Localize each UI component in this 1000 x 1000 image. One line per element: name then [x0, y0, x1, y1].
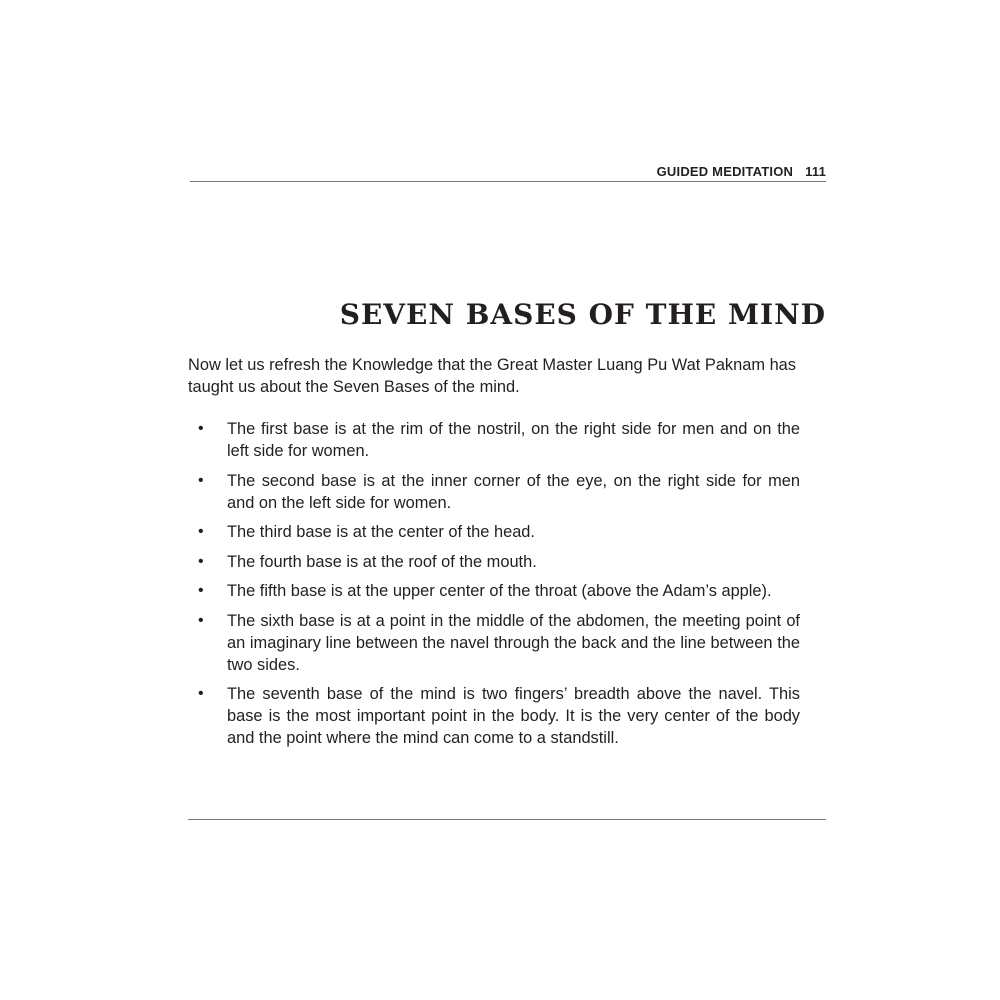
footer-divider	[188, 819, 826, 820]
list-item-text: The seventh base of the mind is two fingers’ breadth above the navel. This base is the most important point in the body. It is the very center of the body and the point where the mind can come to a standstill.	[227, 685, 800, 747]
page-number: 111	[805, 164, 826, 179]
list-item-text: The fourth base is at the roof of the mouth.	[227, 552, 537, 571]
bullet-icon: •	[198, 552, 204, 570]
header-divider	[190, 181, 826, 182]
list-item-text: The second base is at the inner corner of the eye, on the right side for men and on the left side for women.	[227, 471, 800, 512]
bullet-icon: •	[198, 582, 204, 599]
list-item-text: The third base is at the center of the head.	[227, 523, 535, 541]
bullet-icon: •	[198, 685, 204, 702]
list-item-text: The sixth base is at a point in the middle of the abdomen, the meeting point of an imaginary line between the navel through the back and the line between the two sides.	[227, 611, 800, 674]
running-head	[190, 164, 826, 182]
list-item	[188, 521, 800, 543]
list-item	[188, 610, 800, 676]
bullet-icon: •	[198, 523, 204, 540]
chapter-title: SEVEN BASES OF THE MIND	[339, 298, 826, 331]
bullet-icon: •	[198, 471, 204, 489]
bases-list	[188, 418, 800, 757]
list-item-text: The first base is at the rim of the nostril, on the right side for men and on the left side for women.	[227, 420, 800, 460]
list-item	[188, 418, 800, 462]
bullet-icon: •	[198, 420, 204, 437]
list-item	[188, 551, 800, 573]
bullet-icon: •	[198, 611, 204, 629]
list-item	[188, 470, 800, 514]
list-item	[188, 683, 800, 749]
intro-paragraph: Now let us refresh the Knowledge that the Great Master Luang Pu Wat Paknam has taught us about the Seven Bases of the mind.	[188, 356, 796, 396]
list-item-text: The fifth base is at the upper center of the throat (above the Adam’s apple).	[227, 582, 772, 600]
running-head-title: GUIDED MEDITATION	[656, 164, 794, 179]
list-item	[188, 580, 800, 602]
